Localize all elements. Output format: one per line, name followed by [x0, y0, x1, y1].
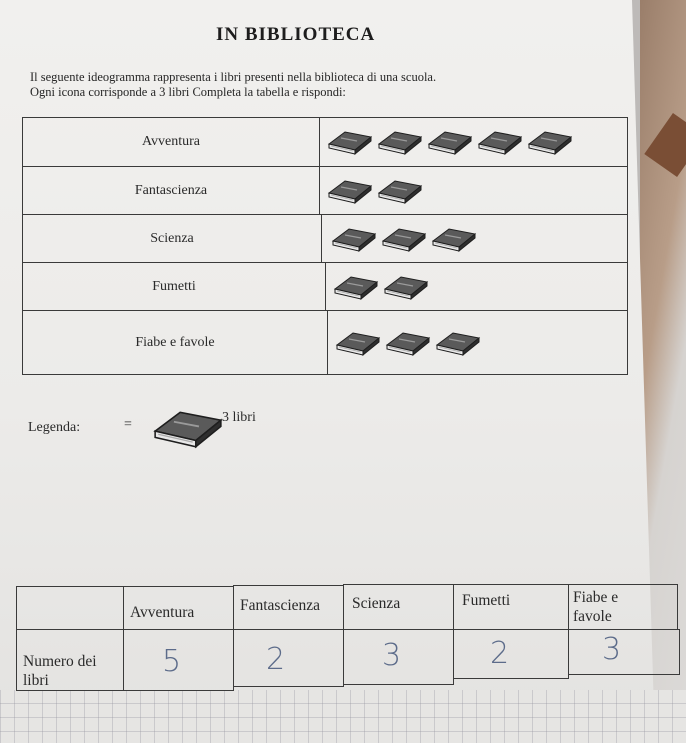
answer-header-cell: Scienza	[343, 584, 454, 630]
pictogram-icons	[331, 215, 477, 263]
book-icon	[331, 224, 377, 254]
answer-header-cell: Fiabe e favole	[568, 584, 678, 630]
book-icon	[385, 328, 431, 358]
book-icon	[381, 224, 427, 254]
handwritten-answer: 5	[162, 644, 182, 679]
answer-row-label: Numero dei libri	[16, 629, 124, 691]
pictogram-icons	[327, 167, 423, 215]
answer-cell[interactable]	[453, 629, 569, 679]
instructions-line-2: Ogni icona corrisponde a 3 libri Completa la tabella e rispondi:	[30, 85, 346, 99]
legend-value: 3 libri	[222, 410, 256, 425]
answer-cell[interactable]	[568, 629, 680, 675]
book-icon	[327, 176, 373, 206]
pictogram-icons	[333, 263, 429, 311]
handwritten-answer: 2	[490, 636, 510, 671]
answer-header-cell: Fumetti	[453, 584, 569, 630]
answer-header-cell: Fantascienza	[233, 585, 344, 630]
instructions-line-1: Il seguente ideogramma rappresenta i libri presenti nella biblioteca di una scuola.	[30, 70, 437, 84]
answer-cell[interactable]	[233, 629, 344, 687]
pictogram-category: Fumetti	[23, 263, 326, 311]
pictogram-row	[23, 214, 627, 263]
handwritten-answer: 3	[602, 632, 622, 667]
book-icon	[477, 127, 523, 157]
book-icon	[333, 272, 379, 302]
pictogram-category: Scienza	[23, 215, 322, 263]
pictogram-table	[22, 117, 628, 375]
legend-label: Legenda:	[28, 420, 81, 435]
book-icon	[527, 127, 573, 157]
book-icon	[327, 127, 373, 157]
instructions	[30, 70, 590, 100]
book-icon	[152, 404, 224, 452]
answer-table	[16, 584, 680, 692]
pictogram-icons	[327, 118, 573, 166]
answer-table-corner	[16, 586, 124, 630]
pictogram-category: Avventura	[23, 118, 320, 166]
grid-paper-underneath	[0, 690, 686, 743]
handwritten-answer: 2	[266, 642, 286, 677]
pictogram-icons	[335, 311, 481, 375]
book-icon	[377, 127, 423, 157]
book-icon	[383, 272, 429, 302]
handwritten-answer: 3	[382, 638, 402, 673]
pictogram-row	[23, 118, 627, 166]
book-icon	[427, 127, 473, 157]
pictogram-row	[23, 310, 627, 375]
book-icon	[377, 176, 423, 206]
worksheet-title: IN BIBLIOTECA	[216, 24, 376, 45]
book-icon	[431, 224, 477, 254]
answer-header-cell: Avventura	[123, 586, 234, 630]
book-icon	[335, 328, 381, 358]
pictogram-category: Fiabe e favole	[23, 311, 328, 375]
pictogram-row	[23, 166, 627, 215]
pictogram-category: Fantascienza	[23, 167, 320, 215]
pictogram-row	[23, 262, 627, 311]
legend-equals: =	[124, 417, 132, 432]
book-icon	[435, 328, 481, 358]
